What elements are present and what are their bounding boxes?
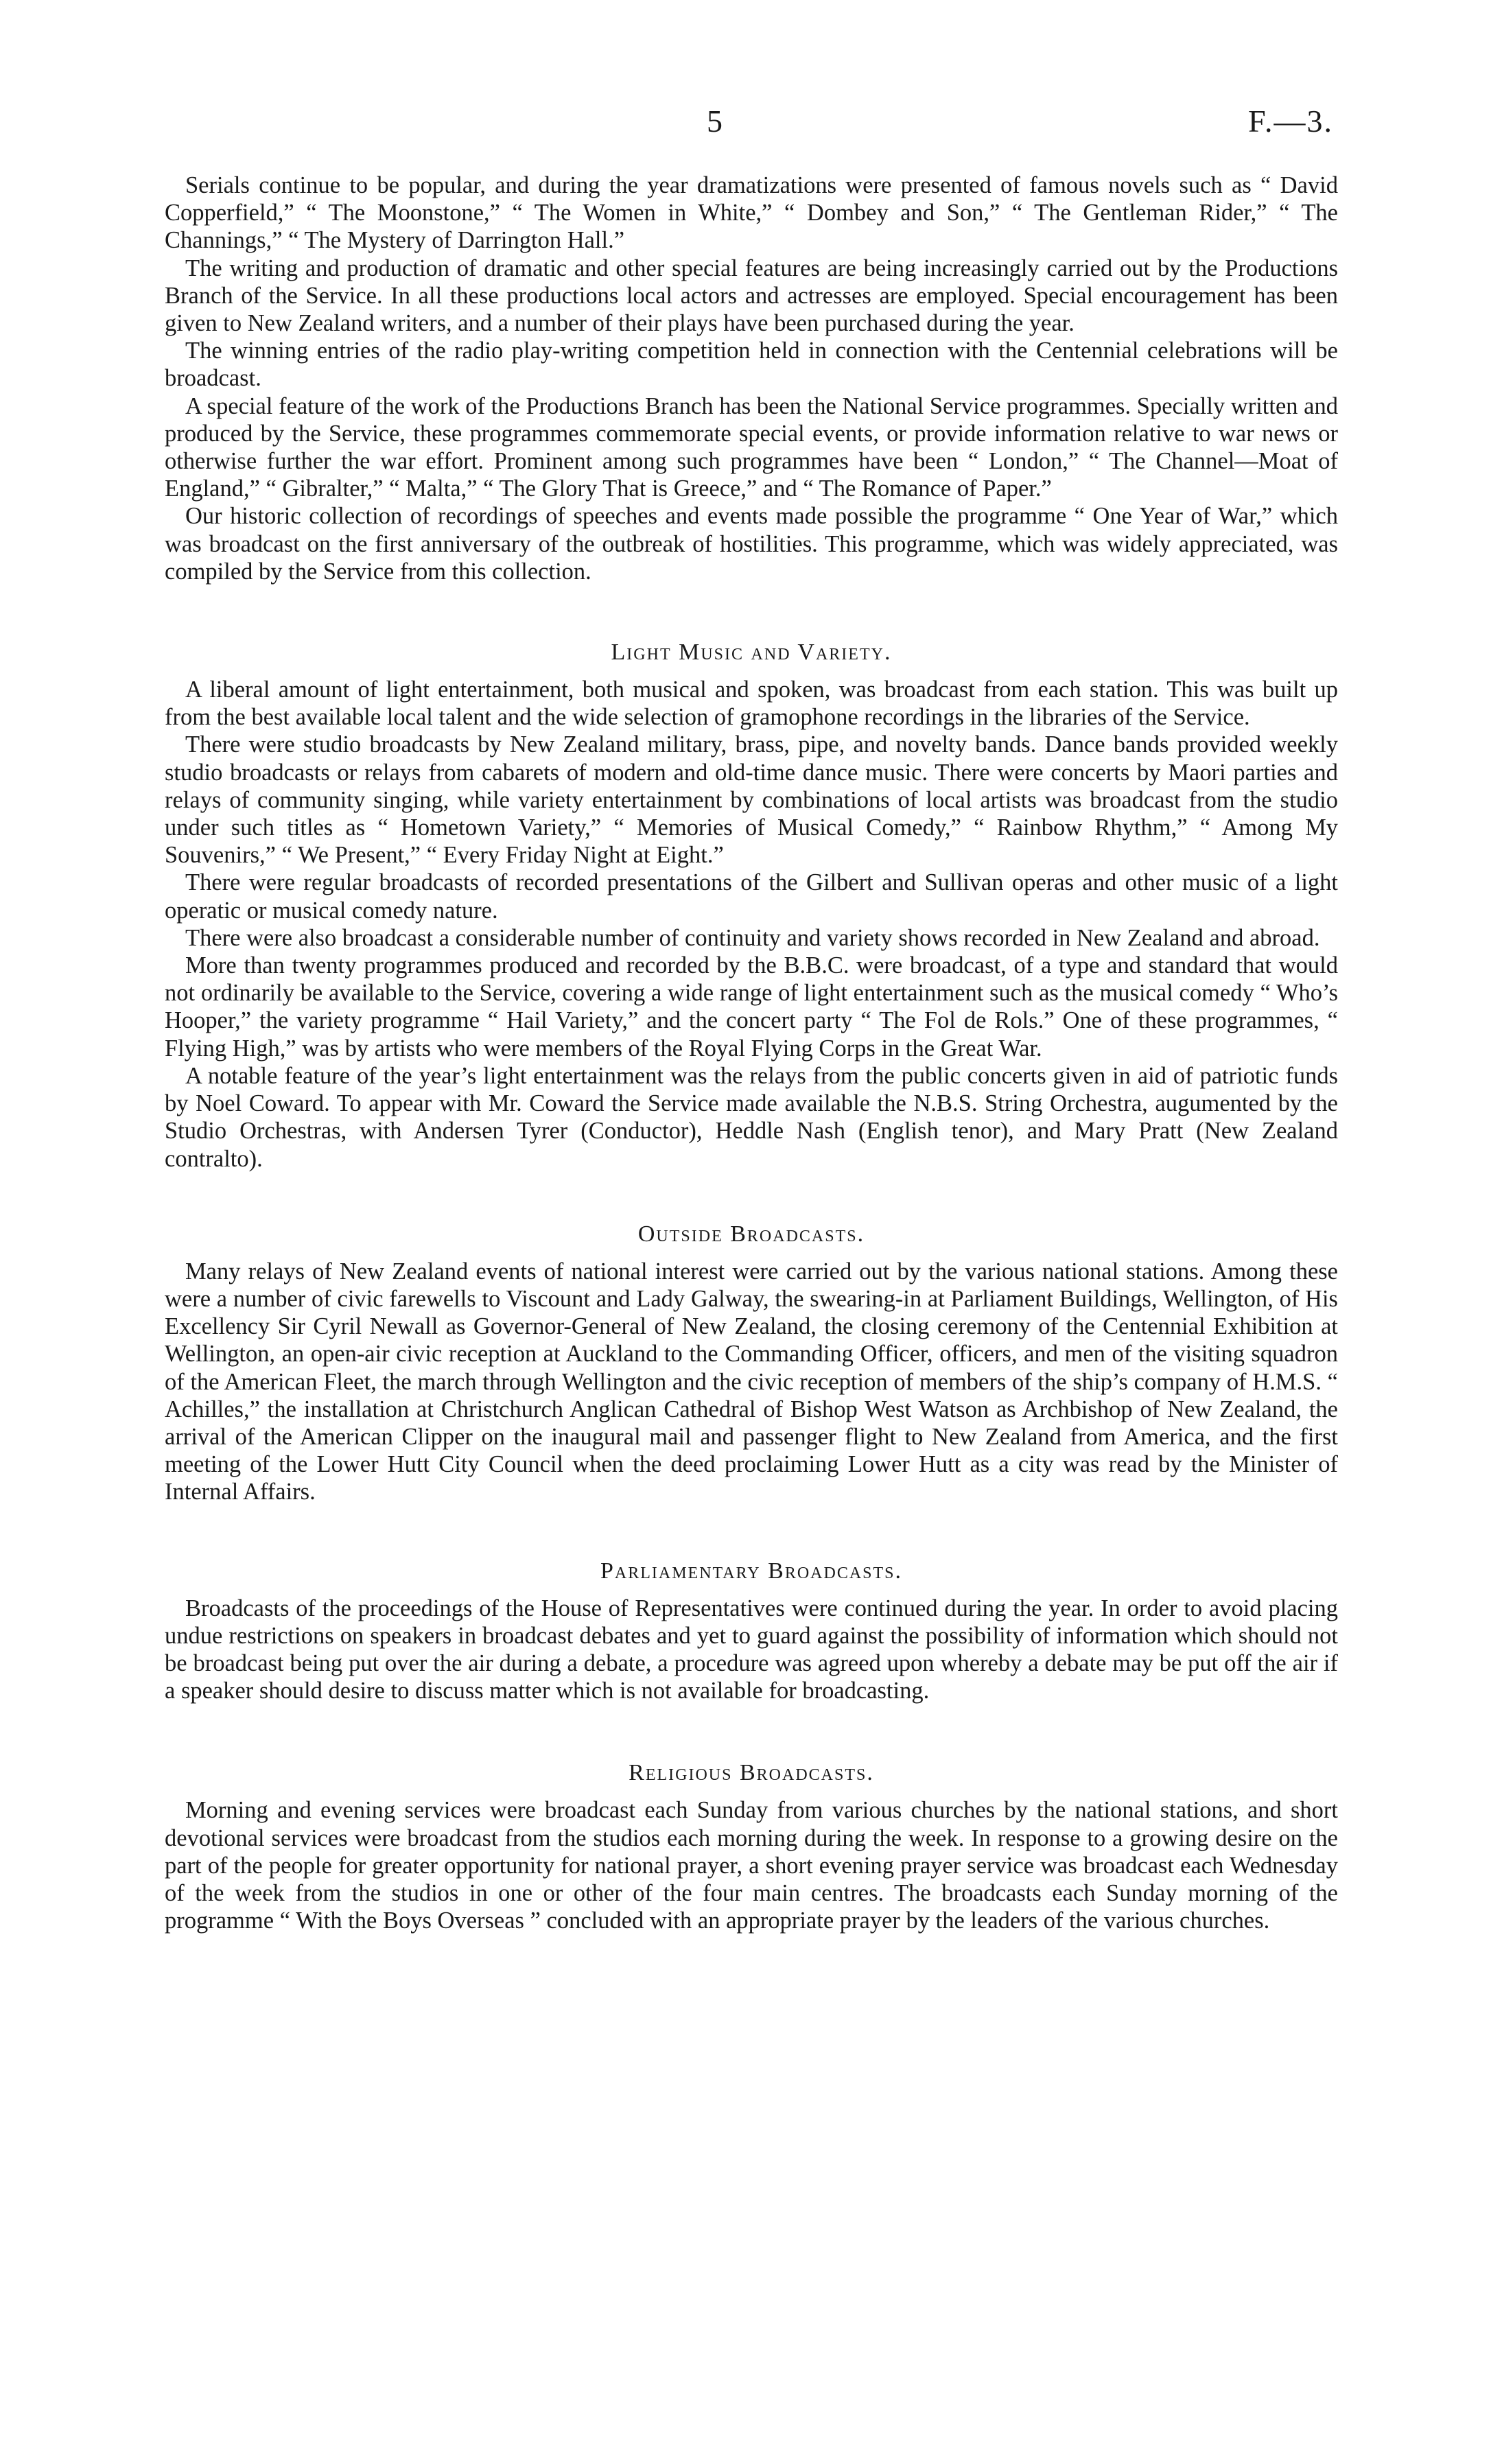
paragraph: Our historic collection of recordings of speeches and events made possible the programme “ One Year of War,” which was broadcast on the first anniversary of the outbreak of hostilities. This programme, which was widely appreciated, was compiled by the Service from this collection. xyxy=(165,503,1338,585)
section-religious-broadcasts xyxy=(165,1759,1338,1934)
paragraph: Many relays of New Zealand events of national interest were carried out by the various national stations. Among these were a number of civic farewells to Viscount and Lady Galway, the swearing-in at Parliament Buildings, Wellington, of His Excellency Sir Cyril Newall as Governor-General of New Zealand, the closing ceremony of the Centennial Exhibition at Wellington, an open-air civic reception at Auckland to the Commanding Officer, officers, and men of the visiting squadron of the American Fleet, the march through Wellington and the civic reception of members of the ship’s company of H.M.S. “ Achilles,” the installation at Christchurch Anglican Cathedral of Bishop West Watson as Archbishop of New Zealand, the arrival of the American Clipper on the inaugural mail and passenger flight to New Zealand from America, and the first meeting of the Lower Hutt City Council when the deed proclaiming Lower Hutt as a city was read by the Minister of Internal Affairs. xyxy=(165,1258,1338,1505)
section-light-music xyxy=(165,639,1338,1173)
section-heading-outside-broadcasts: Outside Broadcasts. xyxy=(637,1221,865,1247)
section-heading-religious-broadcasts: Religious Broadcasts. xyxy=(629,1760,874,1786)
paragraph: Broadcasts of the proceedings of the House of Representatives were continued during the year. In order to avoid placing undue restrictions on speakers in broadcast debates and yet to guard against the possibility of information which should not be broadcast being put over the air during a debate, a procedure was agreed upon whereby a debate may be put off the air if a speaker should desire to discuss matter which is not available for broadcasting. xyxy=(165,1595,1338,1704)
paragraph: A liberal amount of light entertainment, both musical and spoken, was broadcast from each station. This was built up from the best available local talent and the wide selection of gramophone recordings in the libraries of the Service. xyxy=(165,677,1338,731)
paragraph: A special feature of the work of the Productions Branch has been the National Service programmes. Specially written and produced by the Service, these programmes commemorate special events, or provide information relative to war news or otherwise further the war effort. Prominent among such programmes have been “ London,” “ The Channel—Moat of England,” “ Gibralter,” “ Malta,” “ The Glory That is Greece,” and “ The Romance of Paper.” xyxy=(165,392,1338,502)
document-reference: F.—3. xyxy=(1248,104,1333,139)
paragraph: A notable feature of the year’s light entertainment was the relays from the public concerts given in aid of patriotic funds by Noel Coward. To appear with Mr. Coward the Service made available the N.B.S. String Orchestra, augumented by the Studio Orchestras, with Andersen Tyrer (Conductor), Heddle Nash (English tenor), and Mary Pratt (New Zealand contralto). xyxy=(165,1062,1338,1172)
paragraph: There were regular broadcasts of recorded presentations of the Gilbert and Sullivan operas and other music of a light operatic or musical comedy nature. xyxy=(165,869,1338,924)
paragraph: More than twenty programmes produced and recorded by the B.B.C. were broadcast, of a type and standard that would not ordinarily be available to the Service, covering a wide range of light entertainment such as the musical comedy “ Who’s Hooper,” the variety programme “ Hail Variety,” and the concert party “ The Fol de Rols.” One of these programmes, “ Flying High,” was by artists who were members of the Royal Flying Corps in the Great War. xyxy=(165,952,1338,1061)
paragraph: The winning entries of the radio play-writing competition held in connection with the Centennial celebrations will be broadcast. xyxy=(165,338,1338,392)
page-body xyxy=(165,172,1338,1934)
section-heading-light-music: Light Music and Variety. xyxy=(611,640,892,666)
section-outside-broadcasts xyxy=(165,1221,1338,1506)
section-parliamentary-broadcasts xyxy=(165,1558,1338,1705)
section-heading-parliamentary-broadcasts: Parliamentary Broadcasts. xyxy=(600,1558,903,1584)
paragraph: There were also broadcast a considerable number of continuity and variety shows recorded in New Zealand and abroad. xyxy=(185,924,1320,951)
paragraph: Morning and evening services were broadcast each Sunday from various churches by the national stations, and short devotional services were broadcast from the studios each morning during the week. In response to a growing desire on the part of the people for greater opportunity for national prayer, a short evening prayer service was broadcast each Wednesday of the week from the studios in one or other of the four main centres. The broadcasts each Sunday morning of the programme “ With the Boys Overseas ” concluded with an appropriate prayer by the leaders of the various churches. xyxy=(165,1797,1338,1934)
paragraph: The writing and production of dramatic and other special features are being increasingly carried out by the Productions Branch of the Service. In all these productions local actors and actresses are employed. Special encouragement has been given to New Zealand writers, and a number of their plays have been purchased during the year. xyxy=(165,255,1338,337)
page-header xyxy=(0,103,1491,144)
section-serials-productions xyxy=(165,172,1338,585)
paragraph: Serials continue to be popular, and during the year dramatizations were presented of famous novels such as “ David Copperfield,” “ The Moonstone,” “ The Women in White,” “ Dombey and Son,” “ The Gentleman Rider,” “ The Channings,” “ The Mystery of Darrington Hall.” xyxy=(165,172,1338,254)
paragraph: There were studio broadcasts by New Zealand military, brass, pipe, and novelty bands. Dance bands provided weekly studio broadcasts or relays from cabarets of modern and old-time dance music. There were concerts by Maori parties and relays of community singing, while variety entertainment by combinations of local artists was broadcast from the studio under such titles as “ Hometown Variety,” “ Memories of Musical Comedy,” “ Rainbow Rhythm,” “ Among My Souvenirs,” “ We Present,” “ Every Friday Night at Eight.” xyxy=(165,731,1338,869)
page-number: 5 xyxy=(707,104,723,139)
